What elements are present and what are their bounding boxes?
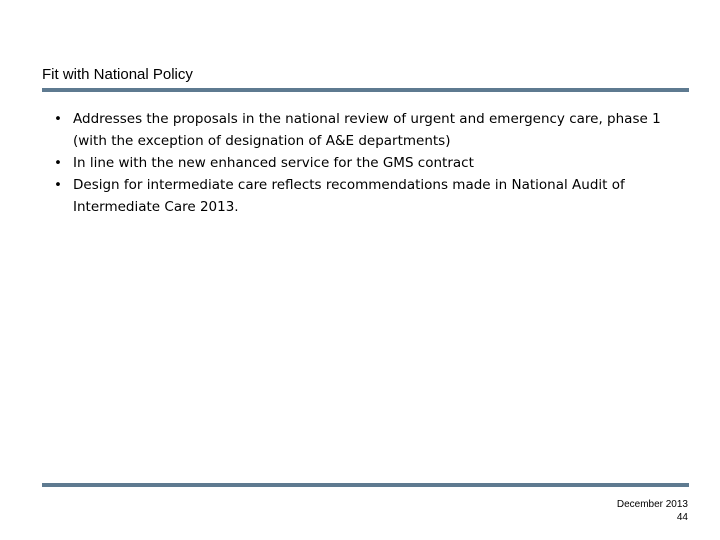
bullet-item xyxy=(48,174,688,218)
bullet-item xyxy=(48,152,688,174)
footer-date: December 2013 xyxy=(616,499,688,510)
bullet-text: Addresses the proposals in the national review of urgent and emergency care, phase 1 (with the exception of designation of A&E departments) xyxy=(73,111,661,149)
bullet-text: Design for intermediate care reflects recommendations made in National Audit of Intermediate Care 2013. xyxy=(73,177,625,215)
bullet-item xyxy=(48,108,688,152)
title-divider xyxy=(42,88,689,92)
slide-title: Fit with National Policy xyxy=(42,66,193,83)
page-number: 44 xyxy=(676,512,688,523)
footer xyxy=(617,498,688,524)
bullet-text: In line with the new enhanced service for the GMS contract xyxy=(73,155,474,171)
bullet-dot-icon: • xyxy=(54,111,62,127)
footer-divider xyxy=(42,483,689,487)
bullet-dot-icon: • xyxy=(54,155,62,171)
bullet-list xyxy=(48,108,688,218)
bullet-dot-icon: • xyxy=(54,177,62,193)
